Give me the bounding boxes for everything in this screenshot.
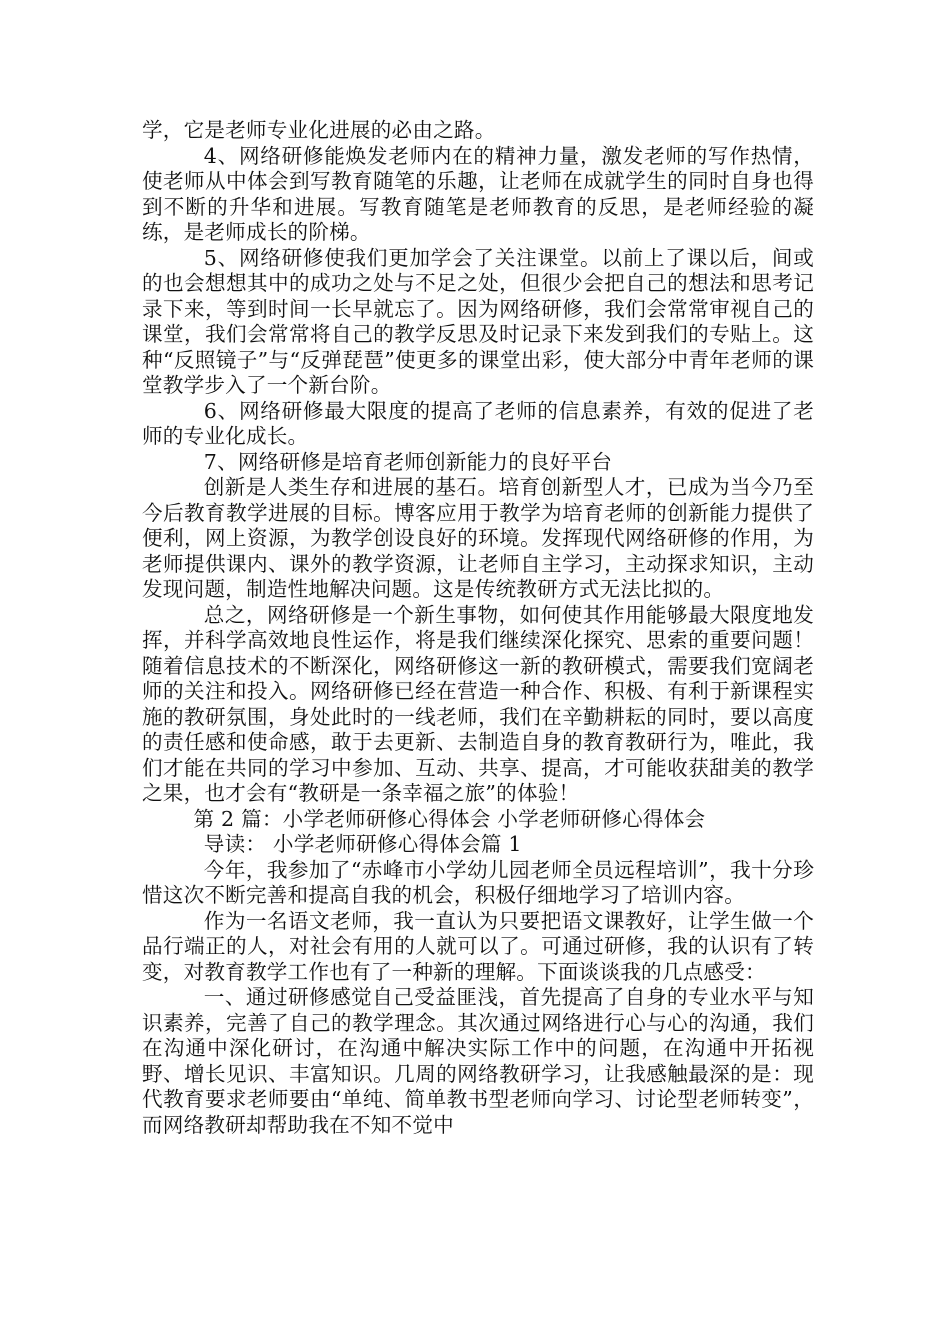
paragraph-item-7: 7、网络研修是培育老师创新能力的良好平台 bbox=[203, 449, 613, 474]
paragraph-continuation: 学，它是老师专业化进展的必由之路。 bbox=[142, 118, 496, 142]
paragraph-item-6: 6、网络研修最大限度的提高了老师的信息素养，有效的促进了老师的专业化成长。 bbox=[142, 398, 814, 448]
paragraph-innovation: 创新是人类生存和进展的基石。培育创新型人才，已成为当今乃至今后教育教学进展的目标。博客应用于教学为培育老师的创新能力提供了便利，网上资源，为教学创设良好的环境。发挥现代网络研修的作用，为老师提供课内、课外的教学资源，让老师自主学习，主动探求知识，主动发现问题，制造性地解决问题。这是传统教研方式无法比拟的。 bbox=[142, 475, 814, 601]
paragraph-item-4: 4、网络研修能焕发老师内在的精神力量，激发老师的写作热情，使老师从中体会到写教育随笔的乐趣，让老师在成就学生的同时自身也得到不断的升华和进展。写教育随笔是老师教育的反思，是老师经验的凝练，是老师成长的阶梯。 bbox=[142, 143, 814, 244]
document-body bbox=[142, 118, 814, 1138]
section-heading: 第 2 篇：小学老师研修心得体会 小学老师研修心得体会 bbox=[193, 806, 706, 831]
paragraph-chinese-teacher: 作为一名语文老师，我一直认为只要把语文课教好，让学生做一个品行端正的人，对社会有用的人就可以了。可通过研修，我的认识有了转变，对教育教学工作也有了一种新的理解。下面谈谈我的几点感受： bbox=[142, 908, 814, 984]
paragraph-summary: 总之，网络研修是一个新生事物，如何使其作用能够最大限度地发挥，并科学高效地良性运作，将是我们继续深化探究、思索的重要问题！随着信息技术的不断深化，网络研修这一新的教研模式，需要我们宽阔老师的关注和投入。网络研修已经在营造一种合作、积极、有利于新课程实施的教研氛围，身处此时的一线老师，我们在辛勤耕耘的同时，要以高度的责任感和使命感，敢于去更新、去制造自身的教育教研行为，唯此，我们才能在共同的学习中参加、互动、共享、提高，才可能收获甜美的教学之果，也才会有“教研是一条幸福之旅”的体验！ bbox=[142, 602, 814, 805]
lead-line: 导读： 小学老师研修心得体会篇 1 bbox=[203, 832, 522, 856]
paragraph-item-5: 5、网络研修使我们更加学会了关注课堂。以前上了课以后，间或的也会想想其中的成功之处与不足之处，但很少会把自己的想法和思考记录下来，等到时间一长早就忘了。因为网络研修，我们会常常审视自己的课堂，我们会常常将自己的教学反思及时记录下来发到我们的专贴上。这种“反照镜子”与“反弹琵琶”使更多的课堂出彩，使大部分中青年老师的课堂教学步入了一个新台阶。 bbox=[142, 245, 814, 397]
paragraph-point-one: 一、通过研修感觉自己受益匪浅，首先提高了自身的专业水平与知识素养，完善了自己的教学理念。其次通过网络进行心与心的沟通，我们在沟通中深化研讨，在沟通中解决实际工作中的问题，在沟通中开拓视野、增长见识、丰富知识。几周的网络教研学习，让我感触最深的是：现代教育要求老师要由“单纯、简单教书型老师向学习、讨论型老师转变”，而网络教研却帮助我在不知不觉中 bbox=[142, 985, 814, 1137]
paragraph-this-year: 今年，我参加了“赤峰市小学幼儿园老师全员远程培训”，我十分珍惜这次不断完善和提高自我的机会，积极仔细地学习了培训内容。 bbox=[142, 857, 814, 907]
